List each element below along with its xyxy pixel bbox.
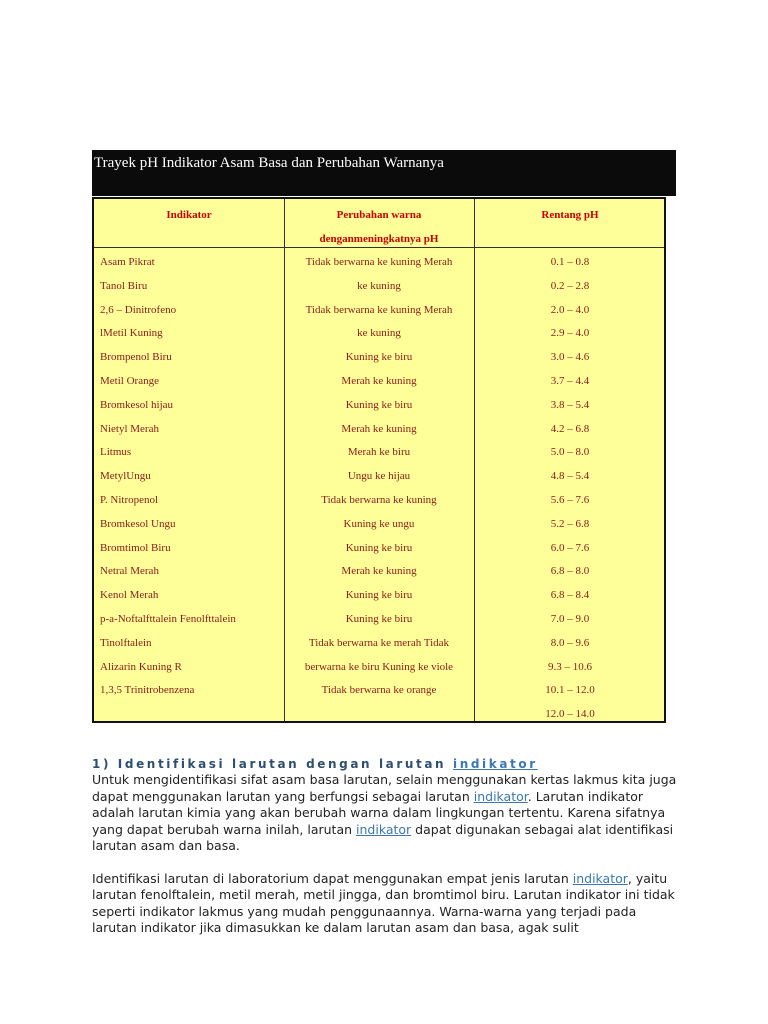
ph-range-cell: 5.6 – 7.6: [550, 494, 590, 506]
color-change-cell: Tidak berwarna ke kuning: [321, 494, 437, 506]
color-change-cell: Tidak berwarna ke kuning Merah: [305, 256, 453, 268]
indicator-name-cell: Kenol Merah: [100, 589, 159, 602]
ph-range-cell: 4.8 – 5.4: [550, 470, 590, 483]
paragraph-1-text-b: . Larutan indikator adalah larutan kimia yang akan berubah warna dalam lingkungan tertentu. Karena sifatnya yang dapat berubah warna inilah, larutan: [92, 788, 666, 837]
indicator-name-cell: Alizarin Kuning R: [100, 660, 182, 673]
indicator-name-cell: Netral Merah: [100, 565, 159, 578]
ph-range-cell: 6.8 – 8.4: [550, 589, 590, 602]
indicator-table: [92, 197, 666, 723]
paragraph-2: [92, 871, 682, 937]
indicator-name-cell: MetylUngu: [100, 470, 151, 483]
ph-range-cell: 3.7 – 4.4: [550, 375, 590, 387]
article-section: [92, 756, 692, 937]
color-change-cell: Tidak berwarna ke kuning Merah: [305, 303, 453, 316]
ph-range-cell: 5.2 – 6.8: [550, 517, 590, 530]
color-change-cell: Tidak berwarna ke orange: [321, 684, 437, 697]
color-change-cell: Merah ke kuning: [341, 565, 417, 578]
ph-range-cell: 10.1 – 12.0: [545, 684, 595, 697]
color-change-cell: Ungu ke hijau: [347, 470, 411, 483]
color-change-cell: ke kuning: [357, 279, 401, 292]
color-change-cell: Kuning ke biru: [345, 398, 413, 411]
ph-range-cell: 3.8 – 5.4: [550, 398, 590, 411]
indicator-name-cell: Bromtimol Biru: [100, 541, 171, 554]
paragraph-1-text-a: Untuk mengidentifikasi sifat asam basa larutan, selain menggunakan kertas lakmus kita juga dapat menggunakan larutan yang berfungsi sebagai larutan: [92, 772, 677, 804]
section-heading: [92, 756, 692, 772]
indicator-name-cell: P. Nitropenol: [100, 494, 159, 506]
indicator-name-cell: p-a-Noftalfttalein Fenolfttalein: [100, 613, 236, 625]
indicator-name-cell: 1,3,5 Trinitrobenzena: [100, 684, 195, 697]
header-perubahan-warna-line2: denganmeningkatnya pH: [319, 233, 439, 245]
paragraph-2-text-a: Identifikasi larutan di laboratorium dapat menggunakan empat jenis larutan: [92, 870, 573, 886]
color-change-cell: Kuning ke biru: [345, 351, 413, 364]
color-change-cell: Tidak berwarna ke merah Tidak: [308, 636, 450, 649]
indicator-name-cell: Tinolftalein: [100, 636, 152, 649]
indicator-name-cell: Litmus: [100, 446, 132, 459]
ph-range-cell: 12.0 – 14.0: [545, 708, 595, 721]
color-change-cell: Kuning ke biru: [345, 541, 413, 554]
ph-range-cell: 4.2 – 6.8: [550, 422, 590, 435]
header-perubahan-warna: Perubahan warna: [336, 209, 422, 221]
color-change-cell: Merah ke biru: [347, 446, 411, 459]
indikator-link[interactable]: indikator: [356, 821, 412, 837]
indicator-name-cell: Brompenol Biru: [100, 351, 172, 364]
ph-range-cell: 9.3 – 10.6: [548, 660, 592, 673]
indicator-name-cell: Asam Pikrat: [100, 256, 155, 268]
indikator-link[interactable]: indikator: [473, 788, 528, 804]
color-change-cell: ke kuning: [357, 327, 401, 340]
indicator-name-cell: Nietyl Merah: [100, 422, 159, 435]
indikator-link[interactable]: indikator: [452, 757, 538, 771]
ph-range-cell: 6.8 – 8.0: [550, 565, 590, 578]
indicator-name-cell: lMetil Kuning: [100, 327, 163, 340]
paragraph-1-text-c: dapat digunakan sebagai alat identifikasi larutan asam dan basa.: [92, 821, 674, 853]
color-change-cell: berwarna ke biru Kuning ke viole: [304, 660, 454, 673]
ph-range-cell: 0.2 – 2.8: [550, 279, 590, 292]
ph-range-cell: 7.0 – 9.0: [550, 613, 590, 625]
ph-range-cell: 8.0 – 9.6: [550, 636, 590, 649]
ph-range-cell: 2.0 – 4.0: [550, 303, 590, 316]
indicator-name-cell: 2,6 – Dinitrofeno: [100, 303, 177, 316]
paragraph-1: [92, 772, 682, 855]
header-indikator: Indikator: [166, 209, 212, 221]
header-rentang-ph: Rentang pH: [541, 209, 599, 221]
indicator-name-cell: Tanol Biru: [100, 279, 148, 292]
ph-range-cell: 5.0 – 8.0: [550, 446, 590, 459]
ph-range-cell: 2.9 – 4.0: [550, 327, 590, 340]
ph-range-cell: 0.1 – 0.8: [550, 256, 590, 268]
ph-range-cell: 6.0 – 7.6: [550, 541, 590, 554]
color-change-cell: Merah ke kuning: [341, 422, 417, 435]
indicator-name-cell: Bromkesol Ungu: [100, 517, 176, 530]
paragraph-2-text-b: , yaitu larutan fenolftalein, metil merah, metil jingga, dan bromtimol biru. Larutan indikator ini tidak seperti indikator lakmus yang mudah penggunaannya. Warna-warna yang terjadi pada larutan indikator jika dimasukkan ke dalam larutan asam dan basa, agak sulit: [92, 870, 675, 935]
color-change-cell: Merah ke kuning: [341, 375, 417, 387]
indikator-link[interactable]: indikator: [572, 870, 628, 886]
indicator-name-cell: Metil Orange: [100, 375, 159, 387]
color-change-cell: Kuning ke biru: [345, 589, 413, 602]
table-title-bar: [92, 150, 676, 196]
indicator-name-cell: Bromkesol hijau: [100, 398, 174, 411]
color-change-cell: Kuning ke biru: [345, 613, 413, 625]
section-heading-text: 1) Identifikasi larutan dengan larutan: [92, 757, 447, 771]
color-change-cell: Kuning ke ungu: [343, 517, 415, 530]
table-title: Trayek pH Indikator Asam Basa dan Perubahan Warnanya: [94, 155, 444, 171]
ph-range-cell: 3.0 – 4.6: [550, 351, 590, 364]
